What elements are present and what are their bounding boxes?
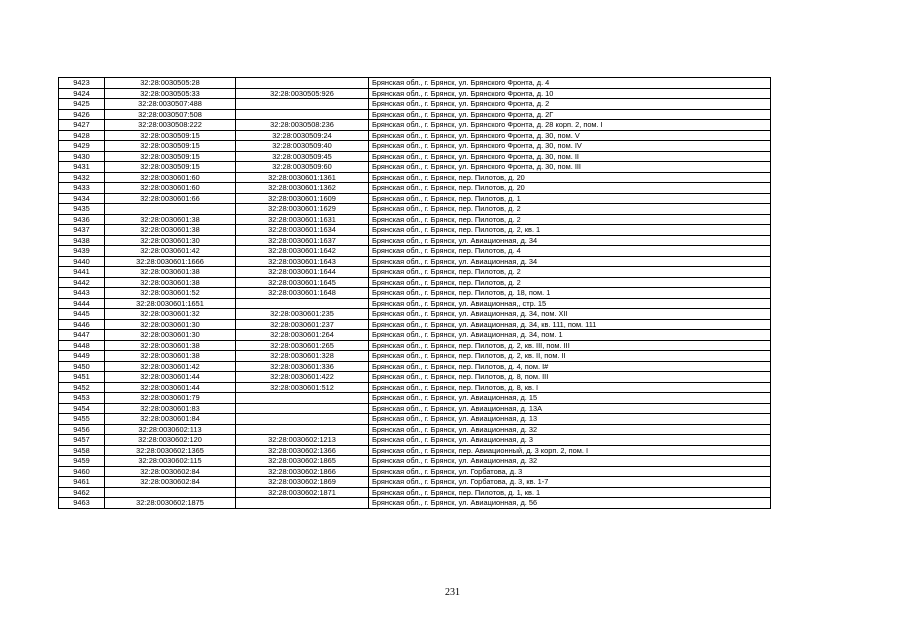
address-cell: Брянская обл., г. Брянск, ул. Авиационная, д. 13А xyxy=(369,403,771,414)
table-row xyxy=(59,288,771,299)
row-number-cell: 9446 xyxy=(59,319,105,330)
address-cell: Брянская обл., г. Брянск, пер. Пилотов, д. 20 xyxy=(369,172,771,183)
table-row xyxy=(59,330,771,341)
table-row xyxy=(59,256,771,267)
address-cell: Брянская обл., г. Брянск, пер. Пилотов, д. 2, кв. III, пом. III xyxy=(369,340,771,351)
object-cadastral-number-cell: 32:28:0030602:1866 xyxy=(236,466,369,477)
cadastral-number-cell: 32:28:0030508:222 xyxy=(105,120,236,131)
object-cadastral-number-cell: 32:28:0030509:60 xyxy=(236,162,369,173)
page-number: 231 xyxy=(445,587,460,598)
cadastral-number-cell: 32:28:0030509:15 xyxy=(105,130,236,141)
cadastral-number-cell: 32:28:0030602:120 xyxy=(105,435,236,446)
row-number-cell: 9439 xyxy=(59,246,105,257)
cadastral-number-cell: 32:28:0030602:113 xyxy=(105,424,236,435)
table-row xyxy=(59,193,771,204)
cadastral-number-cell: 32:28:0030601:30 xyxy=(105,235,236,246)
object-cadastral-number-cell xyxy=(236,78,369,89)
address-cell: Брянская обл., г. Брянск, ул. Брянского Фронта, д. 2 xyxy=(369,99,771,110)
row-number-cell: 9440 xyxy=(59,256,105,267)
object-cadastral-number-cell: 32:28:0030601:1645 xyxy=(236,277,369,288)
cadastral-number-cell: 32:28:0030601:44 xyxy=(105,372,236,383)
table-row xyxy=(59,225,771,236)
table-row xyxy=(59,120,771,131)
table-row xyxy=(59,435,771,446)
object-cadastral-number-cell xyxy=(236,99,369,110)
object-cadastral-number-cell: 32:28:0030601:1629 xyxy=(236,204,369,215)
object-cadastral-number-cell: 32:28:0030601:328 xyxy=(236,351,369,362)
table-row xyxy=(59,141,771,152)
table-row xyxy=(59,298,771,309)
property-registry-table xyxy=(58,77,771,509)
address-cell: Брянская обл., г. Брянск, ул. Горбатова, д. 3 xyxy=(369,466,771,477)
row-number-cell: 9438 xyxy=(59,235,105,246)
object-cadastral-number-cell: 32:28:0030601:336 xyxy=(236,361,369,372)
object-cadastral-number-cell: 32:28:0030602:1213 xyxy=(236,435,369,446)
row-number-cell: 9455 xyxy=(59,414,105,425)
cadastral-number-cell: 32:28:0030507:508 xyxy=(105,109,236,120)
table-row xyxy=(59,340,771,351)
cadastral-number-cell: 32:28:0030601:38 xyxy=(105,225,236,236)
row-number-cell: 9456 xyxy=(59,424,105,435)
table-row xyxy=(59,319,771,330)
row-number-cell: 9441 xyxy=(59,267,105,278)
address-cell: Брянская обл., г. Брянск, ул. Авиационная, д. 3 xyxy=(369,435,771,446)
table-row xyxy=(59,403,771,414)
cadastral-number-cell: 32:28:0030505:33 xyxy=(105,88,236,99)
table-row xyxy=(59,277,771,288)
object-cadastral-number-cell: 32:28:0030601:1642 xyxy=(236,246,369,257)
address-cell: Брянская обл., г. Брянск, пер. Пилотов, д. 2 xyxy=(369,277,771,288)
table-row xyxy=(59,109,771,120)
cadastral-number-cell: 32:28:0030602:1875 xyxy=(105,498,236,509)
object-cadastral-number-cell: 32:28:0030601:1637 xyxy=(236,235,369,246)
cadastral-number-cell: 32:28:0030601:30 xyxy=(105,319,236,330)
row-number-cell: 9462 xyxy=(59,487,105,498)
cadastral-number-cell: 32:28:0030602:84 xyxy=(105,477,236,488)
address-cell: Брянская обл., г. Брянск, ул. Авиационная, д. 34, пом. XII xyxy=(369,309,771,320)
table-row xyxy=(59,246,771,257)
cadastral-number-cell: 32:28:0030602:115 xyxy=(105,456,236,467)
table-row xyxy=(59,477,771,488)
row-number-cell: 9461 xyxy=(59,477,105,488)
row-number-cell: 9429 xyxy=(59,141,105,152)
row-number-cell: 9460 xyxy=(59,466,105,477)
object-cadastral-number-cell xyxy=(236,298,369,309)
cadastral-number-cell: 32:28:0030601:42 xyxy=(105,361,236,372)
address-cell: Брянская обл., г. Брянск, пер. Пилотов, д. 2, кв. 1 xyxy=(369,225,771,236)
row-number-cell: 9447 xyxy=(59,330,105,341)
object-cadastral-number-cell: 32:28:0030601:1634 xyxy=(236,225,369,236)
table-row xyxy=(59,487,771,498)
table-row xyxy=(59,361,771,372)
row-number-cell: 9430 xyxy=(59,151,105,162)
cadastral-number-cell: 32:28:0030507:488 xyxy=(105,99,236,110)
object-cadastral-number-cell: 32:28:0030601:1631 xyxy=(236,214,369,225)
address-cell: Брянская обл., г. Брянск, ул. Брянского Фронта, д. 2Г xyxy=(369,109,771,120)
address-cell: Брянская обл., г. Брянск, пер. Пилотов, д. 4, пом. I# xyxy=(369,361,771,372)
row-number-cell: 9423 xyxy=(59,78,105,89)
table-row xyxy=(59,162,771,173)
address-cell: Брянская обл., г. Брянск, пер. Пилотов, д. 1 xyxy=(369,193,771,204)
table-row xyxy=(59,456,771,467)
object-cadastral-number-cell: 32:28:0030601:235 xyxy=(236,309,369,320)
table-row xyxy=(59,351,771,362)
cadastral-number-cell: 32:28:0030601:1651 xyxy=(105,298,236,309)
address-cell: Брянская обл., г. Брянск, ул. Брянского Фронта, д. 30, пом. II xyxy=(369,151,771,162)
table-row xyxy=(59,372,771,383)
table-row xyxy=(59,445,771,456)
row-number-cell: 9452 xyxy=(59,382,105,393)
object-cadastral-number-cell: 32:28:0030602:1865 xyxy=(236,456,369,467)
table-row xyxy=(59,78,771,89)
row-number-cell: 9435 xyxy=(59,204,105,215)
address-cell: Брянская обл., г. Брянск, пер. Пилотов, д. 4 xyxy=(369,246,771,257)
table-row xyxy=(59,393,771,404)
object-cadastral-number-cell: 32:28:0030602:1871 xyxy=(236,487,369,498)
address-cell: Брянская обл., г. Брянск, пер. Пилотов, д. 20 xyxy=(369,183,771,194)
cadastral-number-cell: 32:28:0030601:79 xyxy=(105,393,236,404)
object-cadastral-number-cell: 32:28:0030509:45 xyxy=(236,151,369,162)
address-cell: Брянская обл., г. Брянск, ул. Авиационная, д. 32 xyxy=(369,424,771,435)
address-cell: Брянская обл., г. Брянск, ул. Авиационная, д. 13 xyxy=(369,414,771,425)
address-cell: Брянская обл., г. Брянск, ул. Брянского Фронта, д. 28 корп. 2, пом. I xyxy=(369,120,771,131)
cadastral-number-cell: 32:28:0030601:32 xyxy=(105,309,236,320)
row-number-cell: 9449 xyxy=(59,351,105,362)
row-number-cell: 9454 xyxy=(59,403,105,414)
object-cadastral-number-cell xyxy=(236,424,369,435)
address-cell: Брянская обл., г. Брянск, пер. Пилотов, д. 8, пом. III xyxy=(369,372,771,383)
object-cadastral-number-cell: 32:28:0030508:236 xyxy=(236,120,369,131)
object-cadastral-number-cell: 32:28:0030601:264 xyxy=(236,330,369,341)
object-cadastral-number-cell: 32:28:0030601:422 xyxy=(236,372,369,383)
object-cadastral-number-cell: 32:28:0030601:512 xyxy=(236,382,369,393)
table-row xyxy=(59,424,771,435)
table-row xyxy=(59,382,771,393)
address-cell: Брянская обл., г. Брянск, ул. Брянского Фронта, д. 4 xyxy=(369,78,771,89)
row-number-cell: 9424 xyxy=(59,88,105,99)
row-number-cell: 9457 xyxy=(59,435,105,446)
cadastral-number-cell: 32:28:0030601:60 xyxy=(105,183,236,194)
cadastral-number-cell xyxy=(105,487,236,498)
row-number-cell: 9463 xyxy=(59,498,105,509)
cadastral-number-cell: 32:28:0030601:38 xyxy=(105,277,236,288)
address-cell: Брянская обл., г. Брянск, пер. Пилотов, д. 18, пом. 1 xyxy=(369,288,771,299)
row-number-cell: 9453 xyxy=(59,393,105,404)
object-cadastral-number-cell: 32:28:0030505:926 xyxy=(236,88,369,99)
address-cell: Брянская обл., г. Брянск, ул. Авиационная, д. 56 xyxy=(369,498,771,509)
table-row xyxy=(59,172,771,183)
cadastral-number-cell: 32:28:0030509:15 xyxy=(105,151,236,162)
row-number-cell: 9442 xyxy=(59,277,105,288)
table-row xyxy=(59,204,771,215)
address-cell: Брянская обл., г. Брянск, ул. Авиационная, д. 32 xyxy=(369,456,771,467)
address-cell: Брянская обл., г. Брянск, пер. Пилотов, д. 2 xyxy=(369,214,771,225)
object-cadastral-number-cell: 32:28:0030601:1644 xyxy=(236,267,369,278)
address-cell: Брянская обл., г. Брянск, ул. Горбатова, д. 3, кв. 1-7 xyxy=(369,477,771,488)
table-row xyxy=(59,151,771,162)
object-cadastral-number-cell xyxy=(236,393,369,404)
address-cell: Брянская обл., г. Брянск, ул. Брянского Фронта, д. 30, пом. III xyxy=(369,162,771,173)
table-row xyxy=(59,235,771,246)
row-number-cell: 9443 xyxy=(59,288,105,299)
row-number-cell: 9428 xyxy=(59,130,105,141)
object-cadastral-number-cell: 32:28:0030601:237 xyxy=(236,319,369,330)
row-number-cell: 9427 xyxy=(59,120,105,131)
address-cell: Брянская обл., г. Брянск, ул. Авиационная,, стр. 15 xyxy=(369,298,771,309)
address-cell: Брянская обл., г. Брянск, ул. Авиационная, д. 34 xyxy=(369,256,771,267)
cadastral-number-cell: 32:28:0030601:1666 xyxy=(105,256,236,267)
cadastral-number-cell: 32:28:0030601:38 xyxy=(105,214,236,225)
object-cadastral-number-cell: 32:28:0030509:24 xyxy=(236,130,369,141)
address-cell: Брянская обл., г. Брянск, ул. Брянского Фронта, д. 10 xyxy=(369,88,771,99)
table-row xyxy=(59,309,771,320)
row-number-cell: 9448 xyxy=(59,340,105,351)
table-row xyxy=(59,183,771,194)
table-row xyxy=(59,99,771,110)
object-cadastral-number-cell: 32:28:0030601:1361 xyxy=(236,172,369,183)
object-cadastral-number-cell xyxy=(236,414,369,425)
cadastral-number-cell: 32:28:0030601:38 xyxy=(105,351,236,362)
table-row xyxy=(59,214,771,225)
address-cell: Брянская обл., г. Брянск, ул. Авиационная, д. 34, пом. 1 xyxy=(369,330,771,341)
cadastral-number-cell: 32:28:0030601:66 xyxy=(105,193,236,204)
table-row xyxy=(59,130,771,141)
address-cell: Брянская обл., г. Брянск, пер. Пилотов, д. 2 xyxy=(369,204,771,215)
address-cell: Брянская обл., г. Брянск, ул. Брянского Фронта, д. 30, пом. IV xyxy=(369,141,771,152)
row-number-cell: 9431 xyxy=(59,162,105,173)
cadastral-number-cell: 32:28:0030509:15 xyxy=(105,162,236,173)
table-row xyxy=(59,466,771,477)
address-cell: Брянская обл., г. Брянск, пер. Пилотов, д. 2, кв. II, пом. II xyxy=(369,351,771,362)
object-cadastral-number-cell: 32:28:0030601:1648 xyxy=(236,288,369,299)
row-number-cell: 9432 xyxy=(59,172,105,183)
cadastral-number-cell: 32:28:0030601:52 xyxy=(105,288,236,299)
cadastral-number-cell: 32:28:0030601:30 xyxy=(105,330,236,341)
object-cadastral-number-cell: 32:28:0030601:1643 xyxy=(236,256,369,267)
table-row xyxy=(59,267,771,278)
row-number-cell: 9451 xyxy=(59,372,105,383)
address-cell: Брянская обл., г. Брянск, пер. Авиационный, д. 3 корп. 2, пом. I xyxy=(369,445,771,456)
row-number-cell: 9434 xyxy=(59,193,105,204)
row-number-cell: 9458 xyxy=(59,445,105,456)
address-cell: Брянская обл., г. Брянск, ул. Брянского Фронта, д. 30, пом. V xyxy=(369,130,771,141)
cadastral-number-cell: 32:28:0030601:38 xyxy=(105,267,236,278)
object-cadastral-number-cell xyxy=(236,498,369,509)
cadastral-number-cell: 32:28:0030601:38 xyxy=(105,340,236,351)
table-row xyxy=(59,498,771,509)
cadastral-number-cell: 32:28:0030601:84 xyxy=(105,414,236,425)
cadastral-number-cell: 32:28:0030505:28 xyxy=(105,78,236,89)
cadastral-number-cell: 32:28:0030601:44 xyxy=(105,382,236,393)
row-number-cell: 9436 xyxy=(59,214,105,225)
address-cell: Брянская обл., г. Брянск, пер. Пилотов, д. 8, кв. I xyxy=(369,382,771,393)
cadastral-number-cell: 32:28:0030602:1365 xyxy=(105,445,236,456)
address-cell: Брянская обл., г. Брянск, ул. Авиационная, д. 34 xyxy=(369,235,771,246)
cadastral-number-cell: 32:28:0030601:60 xyxy=(105,172,236,183)
row-number-cell: 9444 xyxy=(59,298,105,309)
row-number-cell: 9445 xyxy=(59,309,105,320)
object-cadastral-number-cell: 32:28:0030601:1362 xyxy=(236,183,369,194)
row-number-cell: 9459 xyxy=(59,456,105,467)
object-cadastral-number-cell: 32:28:0030602:1869 xyxy=(236,477,369,488)
cadastral-number-cell: 32:28:0030509:15 xyxy=(105,141,236,152)
address-cell: Брянская обл., г. Брянск, ул. Авиационная, д. 15 xyxy=(369,393,771,404)
object-cadastral-number-cell: 32:28:0030509:40 xyxy=(236,141,369,152)
address-cell: Брянская обл., г. Брянск, пер. Пилотов, д. 2 xyxy=(369,267,771,278)
cadastral-number-cell: 32:28:0030601:42 xyxy=(105,246,236,257)
object-cadastral-number-cell: 32:28:0030602:1366 xyxy=(236,445,369,456)
registry-table-body xyxy=(59,78,771,509)
object-cadastral-number-cell: 32:28:0030601:265 xyxy=(236,340,369,351)
table-row xyxy=(59,414,771,425)
row-number-cell: 9425 xyxy=(59,99,105,110)
object-cadastral-number-cell xyxy=(236,403,369,414)
row-number-cell: 9437 xyxy=(59,225,105,236)
cadastral-number-cell: 32:28:0030602:84 xyxy=(105,466,236,477)
object-cadastral-number-cell: 32:28:0030601:1609 xyxy=(236,193,369,204)
cadastral-number-cell xyxy=(105,204,236,215)
object-cadastral-number-cell xyxy=(236,109,369,120)
row-number-cell: 9433 xyxy=(59,183,105,194)
address-cell: Брянская обл., г. Брянск, пер. Пилотов, д. 1, кв. 1 xyxy=(369,487,771,498)
row-number-cell: 9450 xyxy=(59,361,105,372)
address-cell: Брянская обл., г. Брянск, ул. Авиационная, д. 34, кв. 111, пом. 111 xyxy=(369,319,771,330)
cadastral-number-cell: 32:28:0030601:83 xyxy=(105,403,236,414)
row-number-cell: 9426 xyxy=(59,109,105,120)
table-row xyxy=(59,88,771,99)
